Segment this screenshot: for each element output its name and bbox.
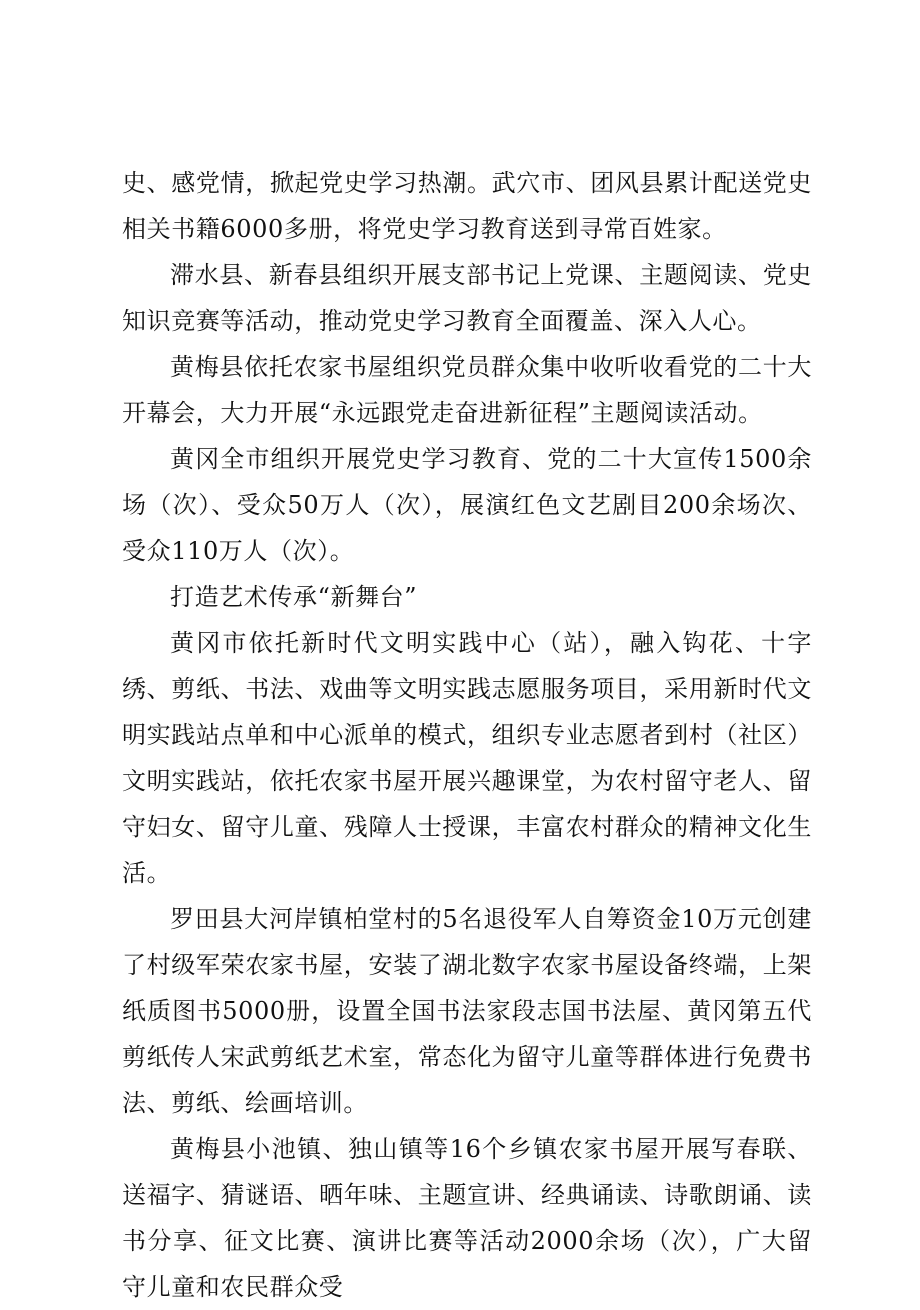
paragraph: 黄梅县依托农家书屋组织党员群众集中收听收看党的二十大开幕会，大力开展“永远跟党走奋进新征程”主题阅读活动。 — [122, 353, 812, 427]
paragraph: 黄冈市依托新时代文明实践中心（站），融入钩花、十字绣、剪纸、书法、戏曲等文明实践志愿服务项目，采用新时代文明实践站点单和中心派单的模式，组织专业志愿者到村（社区）文明实践站，依托农家书屋开展兴趣课堂，为农村留守老人、留守妇女、留守儿童、残障人士授课，丰富农村群众的精神文化生活。 — [122, 629, 812, 887]
paragraph: 黄冈全市组织开展党史学习教育、党的二十大宣传1500余场（次）、受众50万人（次），展演红色文艺剧目200余场次、受众110万人（次）。 — [122, 445, 812, 565]
paragraph: 罗田县大河岸镇柏堂村的5名退役军人自筹资金10万元创建了村级军荣农家书屋，安装了湖北数字农家书屋设备终端，上架纸质图书5000册，设置全国书法家段志国书法屋、黄冈第五代剪纸传人宋武剪纸艺术室，常态化为留守儿童等群体进行免费书法、剪纸、绘画培训。 — [122, 905, 812, 1117]
document-body — [122, 160, 812, 1310]
paragraph: 史、感党情，掀起党史学习热潮。武穴市、团风县累计配送党史相关书籍6000多册，将党史学习教育送到寻常百姓家。 — [122, 169, 812, 243]
paragraph: 黄梅县小池镇、独山镇等16个乡镇农家书屋开展写春联、送福字、猜谜语、晒年味、主题宣讲、经典诵读、诗歌朗诵、读书分享、征文比赛、演讲比赛等活动2000余场（次），广大留守儿童和农民群众受 — [122, 1135, 812, 1301]
section-heading: 打造艺术传承“新舞台” — [170, 583, 418, 611]
paragraph: 滞水县、新春县组织开展支部书记上党课、主题阅读、党史知识竞赛等活动，推动党史学习教育全面覆盖、深入人心。 — [122, 261, 812, 335]
